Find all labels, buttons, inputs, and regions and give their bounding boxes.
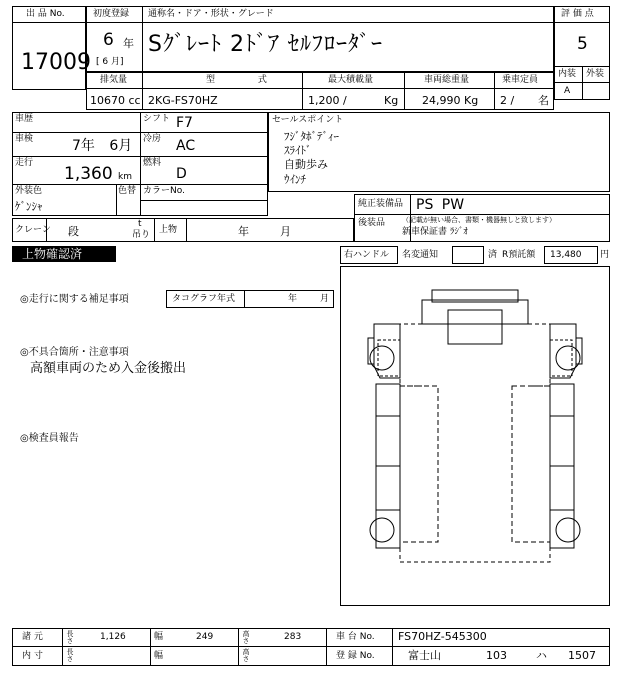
lot-no: 17009 <box>21 50 91 75</box>
ac-value: AC <box>176 138 196 154</box>
color-change-label: 色替 <box>118 186 137 196</box>
mirror-left <box>368 338 374 364</box>
height-label-2: 高さ <box>242 648 250 662</box>
inner-label: 内 寸 <box>22 651 43 661</box>
chassis-label: 車 台 No. <box>336 632 375 642</box>
name-label: 通称名・ドア・形状・グレード <box>148 9 274 19</box>
ac-label: 冷房 <box>143 134 162 144</box>
bed-right <box>512 386 550 542</box>
aftermarket-value: 新車保証書 ﾗｼﾞｵ <box>402 227 468 237</box>
first-reg-year: 6 <box>103 30 114 50</box>
tacho-month: 月 <box>320 294 330 304</box>
truck-diagram <box>340 266 610 606</box>
history-label: 車歴 <box>15 114 34 124</box>
inspection-label: 車検 <box>15 134 34 144</box>
rear-edge <box>400 548 550 562</box>
reg-number: 1507 <box>568 649 596 662</box>
max-load: 1,200 / <box>308 94 347 107</box>
chassis-value: FS70HZ-545300 <box>398 630 487 643</box>
first-reg-year-unit: 年 <box>123 37 134 50</box>
vehicle-name: Sｸﾞﾚｰﾄ 2ﾄﾞｱ ｾﾙﾌﾛｰﾀﾞｰ <box>148 32 383 57</box>
height-label: 高さ <box>242 630 250 644</box>
upper-month: 月 <box>280 225 291 238</box>
fuel-label: 燃料 <box>143 158 162 168</box>
capacity-unit: 名 <box>538 94 549 107</box>
gross-weight-label: 車両総重量 <box>424 75 470 85</box>
crane-lift-t: t <box>138 219 142 229</box>
first-reg-label: 初度登録 <box>93 9 130 19</box>
fuel-value: D <box>176 166 187 182</box>
color-no-label: カラーNo. <box>143 186 185 196</box>
mirror-right <box>576 338 582 364</box>
shift-value: F7 <box>176 115 193 131</box>
upper-check-banner: 上物確認済 <box>12 246 116 262</box>
shift-label: シフト <box>143 114 171 124</box>
recycle-label: R預託額 <box>502 250 536 260</box>
model: 2KG-FS70HZ <box>148 94 218 107</box>
bed-left <box>400 386 438 542</box>
sales-point-item: ﾌｼﾞﾀﾎﾞﾃﾞｨｰ <box>284 130 339 143</box>
rating-value: 5 <box>577 34 588 54</box>
interior-grade: A <box>564 86 571 96</box>
cab-side-left <box>400 324 422 386</box>
gross-weight: 24,990 Kg <box>422 94 479 107</box>
tacho-year: 年 <box>288 294 298 304</box>
height-value: 283 <box>284 632 302 642</box>
aftermarket-label: 後装品 <box>358 218 386 228</box>
door-right <box>550 340 572 376</box>
length-label: 長さ <box>66 630 74 644</box>
crane-box <box>12 218 354 242</box>
aftermarket-note: （記載が無い場合、書類・機器無しと致します） <box>402 216 556 224</box>
mileage-value: 1,360 <box>64 164 113 184</box>
upper-year: 年 <box>238 225 249 238</box>
defects-label: ◎不具合箇所・注意事項 <box>20 347 129 358</box>
reg-label: 登 録 No. <box>336 651 375 661</box>
recycle-amount: 13,480 <box>550 250 582 260</box>
cab-top <box>422 300 528 324</box>
displacement: 10670 cc <box>90 94 141 107</box>
exterior-label: 外装 <box>586 69 605 79</box>
dims-label: 諸 元 <box>22 632 43 642</box>
crane-lift: 吊り <box>132 230 151 240</box>
sales-point-item: ｳｲﾝﾁ <box>284 173 306 186</box>
mileage-label: 走行 <box>15 158 34 168</box>
sales-points-label: セールスポイント <box>272 115 344 125</box>
width-value: 249 <box>196 632 214 642</box>
door-left <box>378 340 400 376</box>
windshield <box>448 310 502 344</box>
reg-class: 103 <box>486 649 507 662</box>
recycle-unit: 円 <box>600 250 610 260</box>
capacity-label: 乗車定員 <box>502 75 539 85</box>
model-label: 型 式 <box>206 75 267 85</box>
width-label-2: 幅 <box>154 651 164 661</box>
wheel-rear-right <box>556 518 580 542</box>
width-label: 幅 <box>154 632 164 642</box>
sales-point-item: 自動歩み <box>284 158 328 171</box>
inspector-label: ◎検査員報告 <box>20 433 79 444</box>
reg-kana: ハ <box>536 649 547 662</box>
genuine-label: 純正装備品 <box>358 199 404 209</box>
handle-value: 右ハンドル <box>344 250 390 260</box>
displacement-label: 排気量 <box>100 75 128 85</box>
wheel-rear-left <box>370 518 394 542</box>
supplement-label: ◎走行に関する補足事項 <box>20 294 129 305</box>
length-value: 1,126 <box>100 632 126 642</box>
ext-color-value: ｹﾞﾝｼｬ <box>15 200 43 213</box>
upper-label: 上物 <box>159 225 178 235</box>
tacho-label: タコグラフ年式 <box>172 294 236 304</box>
lot-no-label: 出 品 No. <box>26 9 65 19</box>
max-load-label: 最大積載量 <box>328 75 374 85</box>
sales-point-item: ｽﾗｲﾄﾞ <box>284 144 312 157</box>
reg-area: 富士山 <box>408 649 441 662</box>
recycle-done: 済 <box>488 250 498 260</box>
cab-side-right <box>528 324 550 386</box>
defects-text: 高額車両のため入金後搬出 <box>30 361 187 376</box>
length-label-2: 長さ <box>66 648 74 662</box>
first-reg-month: [ 6 月] <box>96 57 124 67</box>
crane-label: クレーン <box>15 225 51 235</box>
inspection-value: 7年 6月 <box>72 138 133 154</box>
max-load-unit: Kg <box>384 94 399 107</box>
change-notice-label: 名変通知 <box>402 250 439 260</box>
change-notice-box <box>452 246 484 264</box>
mileage-unit: km <box>118 172 132 182</box>
capacity: 2 / <box>500 94 515 107</box>
genuine-value: PS PW <box>416 197 465 213</box>
ext-color-label: 外装色 <box>15 186 43 196</box>
rating-label: 評 価 点 <box>561 9 594 19</box>
crane-stage: 段 <box>68 225 79 238</box>
interior-label: 内装 <box>558 69 577 79</box>
